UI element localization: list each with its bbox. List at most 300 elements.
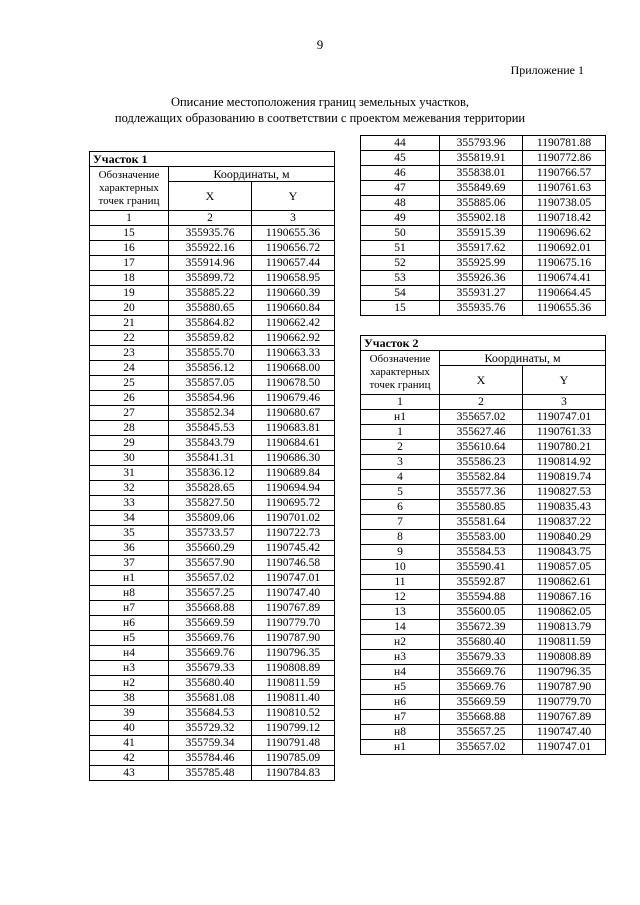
coord-y: 1190662.92 bbox=[252, 331, 335, 346]
table-row bbox=[361, 470, 606, 485]
coord-y: 1190781.88 bbox=[523, 136, 606, 151]
coord-x: 355864.82 bbox=[169, 316, 252, 331]
x-header: X bbox=[169, 182, 252, 211]
coord-x: 355729.32 bbox=[169, 721, 252, 736]
coord-y: 1190684.61 bbox=[252, 436, 335, 451]
table-row bbox=[90, 316, 335, 331]
coord-x: 355855.70 bbox=[169, 346, 252, 361]
point-id: 26 bbox=[90, 391, 169, 406]
table-row bbox=[90, 391, 335, 406]
coord-x: 355852.34 bbox=[169, 406, 252, 421]
table-row bbox=[361, 181, 606, 196]
coord-y: 1190811.59 bbox=[523, 635, 606, 650]
coord-x: 355657.02 bbox=[169, 571, 252, 586]
point-id: 12 bbox=[361, 590, 440, 605]
point-id: 13 bbox=[361, 605, 440, 620]
coord-x: 355660.29 bbox=[169, 541, 252, 556]
table-row bbox=[361, 590, 606, 605]
coord-y: 1190692.01 bbox=[523, 241, 606, 256]
coord-y: 1190840.29 bbox=[523, 530, 606, 545]
table-row bbox=[90, 691, 335, 706]
table-row bbox=[90, 331, 335, 346]
point-id: н5 bbox=[90, 631, 169, 646]
coord-x: 355679.33 bbox=[169, 661, 252, 676]
point-id: 1 bbox=[361, 425, 440, 440]
coord-y: 1190787.90 bbox=[523, 680, 606, 695]
point-id: 49 bbox=[361, 211, 440, 226]
coord-y: 1190784.83 bbox=[252, 766, 335, 781]
coord-y: 1190843.75 bbox=[523, 545, 606, 560]
plot2-col-numbers-row bbox=[361, 395, 606, 410]
table-row bbox=[90, 496, 335, 511]
coord-y: 1190808.89 bbox=[523, 650, 606, 665]
point-label-header: Обозначение характерных точек границ bbox=[361, 351, 440, 395]
coord-y: 1190747.01 bbox=[523, 740, 606, 755]
table-row bbox=[90, 736, 335, 751]
point-id: 5 bbox=[361, 485, 440, 500]
point-id: н8 bbox=[90, 586, 169, 601]
x-header: X bbox=[440, 366, 523, 395]
document-title bbox=[0, 94, 640, 126]
coord-x: 355849.69 bbox=[440, 181, 523, 196]
coord-y: 1190679.46 bbox=[252, 391, 335, 406]
plot1-coordinates-table bbox=[89, 151, 335, 781]
coord-y: 1190862.05 bbox=[523, 605, 606, 620]
table-row bbox=[90, 541, 335, 556]
coord-x: 355899.72 bbox=[169, 271, 252, 286]
coord-x: 355925.99 bbox=[440, 256, 523, 271]
coord-x: 355819.91 bbox=[440, 151, 523, 166]
coord-y: 1190796.35 bbox=[252, 646, 335, 661]
point-id: 29 bbox=[90, 436, 169, 451]
coord-y: 1190799.12 bbox=[252, 721, 335, 736]
coord-x: 355885.22 bbox=[169, 286, 252, 301]
point-id: 2 bbox=[361, 440, 440, 455]
point-id: н7 bbox=[361, 710, 440, 725]
point-id: н7 bbox=[90, 601, 169, 616]
point-id: 4 bbox=[361, 470, 440, 485]
table-row bbox=[90, 706, 335, 721]
point-id: 54 bbox=[361, 286, 440, 301]
coord-x: 355679.33 bbox=[440, 650, 523, 665]
table-row bbox=[361, 545, 606, 560]
plot2-header-row bbox=[361, 351, 606, 366]
table-row bbox=[361, 226, 606, 241]
table-row bbox=[90, 376, 335, 391]
table-row bbox=[90, 286, 335, 301]
table-row bbox=[361, 515, 606, 530]
point-id: 7 bbox=[361, 515, 440, 530]
coord-y: 1190680.67 bbox=[252, 406, 335, 421]
coord-y: 1190827.53 bbox=[523, 485, 606, 500]
table-row bbox=[90, 361, 335, 376]
coord-x: 355681.08 bbox=[169, 691, 252, 706]
table-row bbox=[90, 721, 335, 736]
point-id: 43 bbox=[90, 766, 169, 781]
table-row bbox=[90, 601, 335, 616]
plot1-title: Участок 1 bbox=[90, 152, 335, 167]
point-id: 17 bbox=[90, 256, 169, 271]
col-number-2: 2 bbox=[169, 211, 252, 226]
coord-x: 355827.50 bbox=[169, 496, 252, 511]
coord-y: 1190767.89 bbox=[523, 710, 606, 725]
point-id: 53 bbox=[361, 271, 440, 286]
point-id: 11 bbox=[361, 575, 440, 590]
point-id: 37 bbox=[90, 556, 169, 571]
coord-y: 1190810.52 bbox=[252, 706, 335, 721]
coord-x: 355902.18 bbox=[440, 211, 523, 226]
coord-y: 1190678.50 bbox=[252, 376, 335, 391]
table-row bbox=[361, 650, 606, 665]
appendix-label: Приложение 1 bbox=[510, 63, 584, 77]
coord-x: 355672.39 bbox=[440, 620, 523, 635]
coord-y: 1190780.21 bbox=[523, 440, 606, 455]
title-line-1: Описание местоположения границ земельных участков, bbox=[170, 95, 470, 109]
table-row bbox=[361, 241, 606, 256]
coord-x: 355592.87 bbox=[440, 575, 523, 590]
table-row bbox=[90, 256, 335, 271]
coord-y: 1190694.94 bbox=[252, 481, 335, 496]
col-number-3: 3 bbox=[523, 395, 606, 410]
plot1-continuation-table bbox=[360, 135, 606, 316]
coord-y: 1190696.62 bbox=[523, 226, 606, 241]
plot1-header-row bbox=[90, 167, 335, 182]
coord-x: 355669.76 bbox=[440, 665, 523, 680]
coord-y: 1190811.59 bbox=[252, 676, 335, 691]
coord-x: 355935.76 bbox=[169, 226, 252, 241]
table-row bbox=[361, 740, 606, 755]
coord-y: 1190664.45 bbox=[523, 286, 606, 301]
coord-x: 355583.00 bbox=[440, 530, 523, 545]
point-id: 22 bbox=[90, 331, 169, 346]
table-row bbox=[361, 530, 606, 545]
coord-x: 355577.36 bbox=[440, 485, 523, 500]
point-id: 20 bbox=[90, 301, 169, 316]
coord-y: 1190660.84 bbox=[252, 301, 335, 316]
table-row bbox=[361, 605, 606, 620]
point-id: 40 bbox=[90, 721, 169, 736]
point-id: 52 bbox=[361, 256, 440, 271]
point-id: 50 bbox=[361, 226, 440, 241]
coord-x: 355627.46 bbox=[440, 425, 523, 440]
coord-x: 355931.27 bbox=[440, 286, 523, 301]
point-id: 8 bbox=[361, 530, 440, 545]
table-row bbox=[361, 620, 606, 635]
table-row bbox=[361, 151, 606, 166]
col-number-3: 3 bbox=[252, 211, 335, 226]
coords-header: Координаты, м bbox=[440, 351, 606, 366]
coord-x: 355843.79 bbox=[169, 436, 252, 451]
coord-y: 1190813.79 bbox=[523, 620, 606, 635]
coord-y: 1190835.43 bbox=[523, 500, 606, 515]
coord-x: 355669.59 bbox=[440, 695, 523, 710]
coord-x: 355586.23 bbox=[440, 455, 523, 470]
plot1-col-numbers-row bbox=[90, 211, 335, 226]
point-id: н3 bbox=[90, 661, 169, 676]
table-row bbox=[361, 695, 606, 710]
coord-x: 355785.48 bbox=[169, 766, 252, 781]
coord-y: 1190668.00 bbox=[252, 361, 335, 376]
coord-y: 1190766.57 bbox=[523, 166, 606, 181]
title-line-2: подлежащих образованию в соответствии с проектом межевания территории bbox=[114, 111, 526, 125]
table-row bbox=[90, 646, 335, 661]
point-id: 14 bbox=[361, 620, 440, 635]
table-row bbox=[361, 271, 606, 286]
table-row bbox=[361, 410, 606, 425]
table-row bbox=[90, 751, 335, 766]
point-id: 42 bbox=[90, 751, 169, 766]
point-id: 45 bbox=[361, 151, 440, 166]
table-row bbox=[90, 346, 335, 361]
coord-y: 1190674.41 bbox=[523, 271, 606, 286]
coord-x: 355610.64 bbox=[440, 440, 523, 455]
table-row bbox=[90, 526, 335, 541]
coord-y: 1190747.01 bbox=[523, 410, 606, 425]
coord-y: 1190662.42 bbox=[252, 316, 335, 331]
plot2-title: Участок 2 bbox=[361, 336, 606, 351]
table-row bbox=[90, 436, 335, 451]
point-id: 46 bbox=[361, 166, 440, 181]
table-row bbox=[90, 661, 335, 676]
coord-x: 355684.53 bbox=[169, 706, 252, 721]
coord-y: 1190761.63 bbox=[523, 181, 606, 196]
point-id: 31 bbox=[90, 466, 169, 481]
coord-y: 1190761.33 bbox=[523, 425, 606, 440]
coord-x: 355580.85 bbox=[440, 500, 523, 515]
coord-x: 355859.82 bbox=[169, 331, 252, 346]
point-label-header: Обозначение характерных точек границ bbox=[90, 167, 169, 211]
coord-x: 355922.16 bbox=[169, 241, 252, 256]
point-id: н4 bbox=[90, 646, 169, 661]
table-row bbox=[90, 466, 335, 481]
coord-y: 1190663.33 bbox=[252, 346, 335, 361]
table-row bbox=[90, 241, 335, 256]
col-number-2: 2 bbox=[440, 395, 523, 410]
coord-y: 1190808.89 bbox=[252, 661, 335, 676]
table-row bbox=[361, 136, 606, 151]
coord-x: 355590.41 bbox=[440, 560, 523, 575]
coord-y: 1190746.58 bbox=[252, 556, 335, 571]
coord-y: 1190745.42 bbox=[252, 541, 335, 556]
point-id: 47 bbox=[361, 181, 440, 196]
coord-y: 1190779.70 bbox=[252, 616, 335, 631]
coord-x: 355668.88 bbox=[440, 710, 523, 725]
table-row bbox=[90, 676, 335, 691]
coord-x: 355914.96 bbox=[169, 256, 252, 271]
point-id: 30 bbox=[90, 451, 169, 466]
table-row bbox=[90, 571, 335, 586]
point-id: 15 bbox=[90, 226, 169, 241]
point-id: 34 bbox=[90, 511, 169, 526]
coord-y: 1190655.36 bbox=[252, 226, 335, 241]
coord-y: 1190747.40 bbox=[252, 586, 335, 601]
coord-x: 355680.40 bbox=[440, 635, 523, 650]
table-row bbox=[361, 560, 606, 575]
table-row bbox=[361, 635, 606, 650]
coord-x: 355669.59 bbox=[169, 616, 252, 631]
point-id: 3 bbox=[361, 455, 440, 470]
coord-x: 355733.57 bbox=[169, 526, 252, 541]
coord-x: 355841.31 bbox=[169, 451, 252, 466]
table-row bbox=[90, 421, 335, 436]
coord-y: 1190857.05 bbox=[523, 560, 606, 575]
plot2-coordinates-table bbox=[360, 335, 606, 755]
point-id: н6 bbox=[361, 695, 440, 710]
coord-x: 355793.96 bbox=[440, 136, 523, 151]
table-row bbox=[361, 710, 606, 725]
point-id: 51 bbox=[361, 241, 440, 256]
coord-x: 355885.06 bbox=[440, 196, 523, 211]
col-number-1: 1 bbox=[90, 211, 169, 226]
point-id: н2 bbox=[90, 676, 169, 691]
table-row bbox=[361, 665, 606, 680]
point-id: 25 bbox=[90, 376, 169, 391]
coord-x: 355836.12 bbox=[169, 466, 252, 481]
coord-y: 1190779.70 bbox=[523, 695, 606, 710]
point-id: 39 bbox=[90, 706, 169, 721]
table-row bbox=[90, 631, 335, 646]
coord-x: 355759.34 bbox=[169, 736, 252, 751]
table-row bbox=[361, 455, 606, 470]
point-id: н8 bbox=[361, 725, 440, 740]
table-row bbox=[361, 680, 606, 695]
table-row bbox=[90, 511, 335, 526]
point-id: 19 bbox=[90, 286, 169, 301]
coord-x: 355926.36 bbox=[440, 271, 523, 286]
table-row bbox=[361, 500, 606, 515]
table-row bbox=[90, 406, 335, 421]
coord-y: 1190837.22 bbox=[523, 515, 606, 530]
point-id: 23 bbox=[90, 346, 169, 361]
point-id: 28 bbox=[90, 421, 169, 436]
point-id: 18 bbox=[90, 271, 169, 286]
point-id: н2 bbox=[361, 635, 440, 650]
table-row bbox=[90, 586, 335, 601]
point-id: 36 bbox=[90, 541, 169, 556]
coord-x: 355838.01 bbox=[440, 166, 523, 181]
coord-y: 1190747.01 bbox=[252, 571, 335, 586]
coord-y: 1190683.81 bbox=[252, 421, 335, 436]
coord-x: 355917.62 bbox=[440, 241, 523, 256]
coord-y: 1190747.40 bbox=[523, 725, 606, 740]
table-row bbox=[361, 196, 606, 211]
table-row bbox=[361, 301, 606, 316]
point-id: 35 bbox=[90, 526, 169, 541]
coord-y: 1190767.89 bbox=[252, 601, 335, 616]
table-row bbox=[90, 271, 335, 286]
point-id: 38 bbox=[90, 691, 169, 706]
point-id: 15 bbox=[361, 301, 440, 316]
page-number: 9 bbox=[316, 37, 324, 52]
point-id: н1 bbox=[90, 571, 169, 586]
coord-x: 355915.39 bbox=[440, 226, 523, 241]
coord-x: 355584.53 bbox=[440, 545, 523, 560]
point-id: 24 bbox=[90, 361, 169, 376]
coord-y: 1190814.92 bbox=[523, 455, 606, 470]
plot2-title-row bbox=[361, 336, 606, 351]
table-row bbox=[361, 256, 606, 271]
coord-y: 1190655.36 bbox=[523, 301, 606, 316]
table-row bbox=[90, 301, 335, 316]
coord-x: 355657.25 bbox=[440, 725, 523, 740]
point-id: н1 bbox=[361, 740, 440, 755]
coord-y: 1190772.86 bbox=[523, 151, 606, 166]
coord-y: 1190738.05 bbox=[523, 196, 606, 211]
point-id: н4 bbox=[361, 665, 440, 680]
y-header: Y bbox=[252, 182, 335, 211]
coord-y: 1190722.73 bbox=[252, 526, 335, 541]
coord-x: 355854.96 bbox=[169, 391, 252, 406]
coord-x: 355784.46 bbox=[169, 751, 252, 766]
coord-y: 1190686.30 bbox=[252, 451, 335, 466]
coord-x: 355845.53 bbox=[169, 421, 252, 436]
coord-y: 1190657.44 bbox=[252, 256, 335, 271]
coord-x: 355880.65 bbox=[169, 301, 252, 316]
table-row bbox=[361, 440, 606, 455]
point-id: 21 bbox=[90, 316, 169, 331]
coord-y: 1190862.61 bbox=[523, 575, 606, 590]
coord-y: 1190785.09 bbox=[252, 751, 335, 766]
table-row bbox=[90, 226, 335, 241]
coord-y: 1190695.72 bbox=[252, 496, 335, 511]
coord-y: 1190819.74 bbox=[523, 470, 606, 485]
point-id: 48 bbox=[361, 196, 440, 211]
table-row bbox=[90, 556, 335, 571]
coord-y: 1190811.40 bbox=[252, 691, 335, 706]
coord-x: 355657.25 bbox=[169, 586, 252, 601]
coord-x: 355857.05 bbox=[169, 376, 252, 391]
table-row bbox=[361, 166, 606, 181]
point-id: 27 bbox=[90, 406, 169, 421]
point-id: н5 bbox=[361, 680, 440, 695]
table-row bbox=[90, 451, 335, 466]
coord-y: 1190718.42 bbox=[523, 211, 606, 226]
coord-x: 355669.76 bbox=[440, 680, 523, 695]
table-row bbox=[361, 575, 606, 590]
coord-x: 355582.84 bbox=[440, 470, 523, 485]
coord-y: 1190656.72 bbox=[252, 241, 335, 256]
coord-x: 355657.02 bbox=[440, 410, 523, 425]
coord-x: 355680.40 bbox=[169, 676, 252, 691]
coord-x: 355581.64 bbox=[440, 515, 523, 530]
coord-x: 355669.76 bbox=[169, 631, 252, 646]
coord-y: 1190660.39 bbox=[252, 286, 335, 301]
coord-x: 355935.76 bbox=[440, 301, 523, 316]
coord-x: 355856.12 bbox=[169, 361, 252, 376]
point-id: 33 bbox=[90, 496, 169, 511]
coord-y: 1190689.84 bbox=[252, 466, 335, 481]
coord-x: 355809.06 bbox=[169, 511, 252, 526]
coord-y: 1190675.16 bbox=[523, 256, 606, 271]
coord-x: 355657.02 bbox=[440, 740, 523, 755]
point-id: н1 bbox=[361, 410, 440, 425]
point-id: 9 bbox=[361, 545, 440, 560]
table-row bbox=[361, 485, 606, 500]
coord-x: 355668.88 bbox=[169, 601, 252, 616]
table-row bbox=[361, 425, 606, 440]
y-header: Y bbox=[523, 366, 606, 395]
coord-x: 355828.65 bbox=[169, 481, 252, 496]
coord-x: 355657.90 bbox=[169, 556, 252, 571]
coord-y: 1190787.90 bbox=[252, 631, 335, 646]
table-row bbox=[361, 286, 606, 301]
coord-y: 1190701.02 bbox=[252, 511, 335, 526]
point-id: н6 bbox=[90, 616, 169, 631]
table-row bbox=[361, 725, 606, 740]
point-id: 32 bbox=[90, 481, 169, 496]
point-id: 44 bbox=[361, 136, 440, 151]
coord-y: 1190796.35 bbox=[523, 665, 606, 680]
